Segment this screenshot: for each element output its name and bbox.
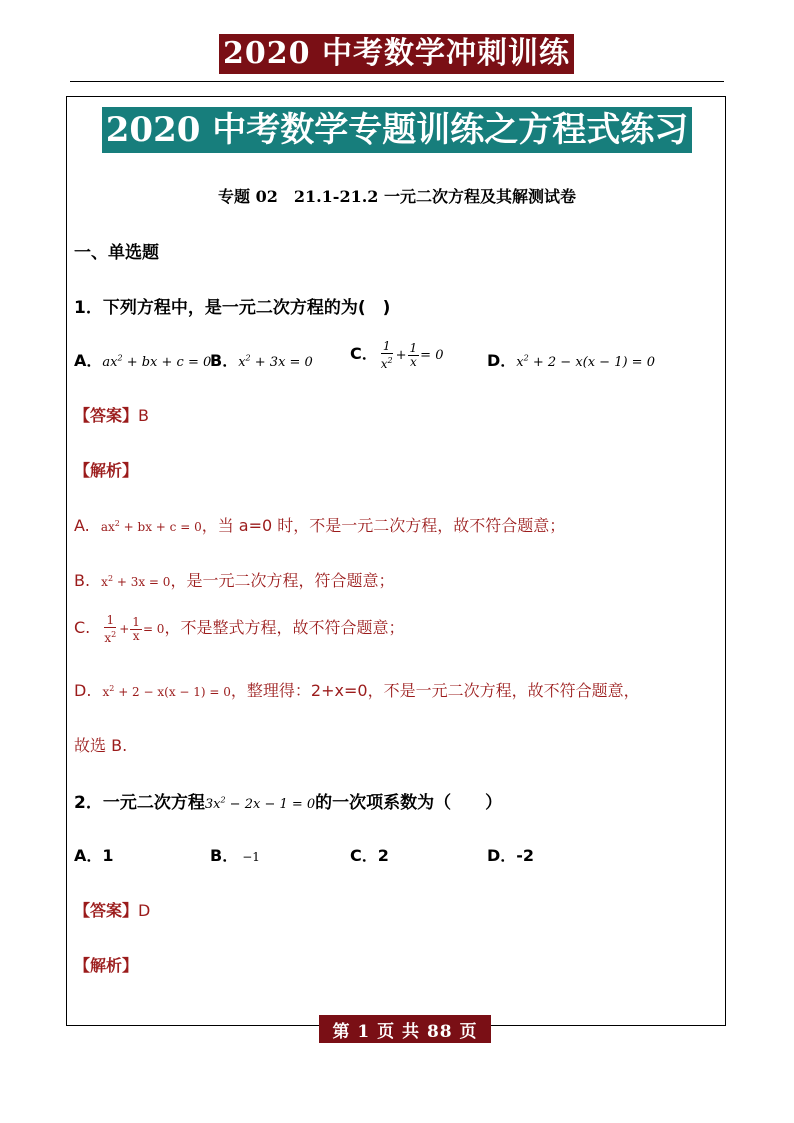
page-footer: 第 1 页 共 88 页 [319, 1015, 491, 1043]
subtitle: 专题 02 21.1-21.2 一元二次方程及其解测试卷 [218, 187, 576, 206]
q1-analysis-label: 【解析】 [74, 461, 139, 480]
content-frame [66, 96, 726, 1026]
q1-option-d-formula: $x^2 + 2 - x(x - 1) = 0$ [516, 353, 655, 370]
q2-option-a[interactable]: A．1 [74, 846, 114, 865]
q1-explain-d: D. $x^2 + 2 - x(x - 1) = 0$，整理得：2+x=0，不是一元二次方程，故不符合题意， [74, 681, 640, 700]
q1-explain-b-formula: $x^2 + 3x = 0$ [101, 574, 171, 589]
q2-stem: 2．一元二次方程$3x^2 - 2x - 1 = 0$的一次项系数为（ ） [74, 793, 503, 813]
q1-stem: 1．下列方程中，是一元二次方程的为( ) [74, 298, 391, 318]
q1-option-c[interactable]: C． $\frac{1}{x^2}$ + $\frac{1}{x}$ = 0 [350, 339, 444, 371]
q1-option-b-formula: $x^2 + 3x = 0$ [238, 353, 313, 370]
q1-explain-a-formula: $ax^2$ + bx + c = 0 [100, 519, 202, 534]
q1-explain-c-formula: $\frac{1}{x^2}$ + $\frac{1}{x}$ = 0 [104, 613, 165, 645]
q2-analysis-label: 【解析】 [74, 956, 139, 975]
header-rule [70, 81, 724, 82]
banner-title: 2020 中考数学专题训练之方程式练习 [114, 107, 680, 153]
q1-answer: 【答案】B [74, 406, 149, 425]
section-heading: 一、单选题 [74, 243, 159, 263]
q1-option-c-formula: $\frac{1}{x^2}$ + $\frac{1}{x}$ = 0 [380, 339, 444, 371]
q1-option-b[interactable]: B．$x^2 + 3x = 0$ [210, 351, 313, 370]
q1-explain-c: C. $\frac{1}{x^2}$ + $\frac{1}{x}$ = 0，不是整式方程，故不符合题意； [74, 613, 405, 645]
q2-answer: 【答案】D [74, 901, 151, 920]
q1-explain-a: A. $ax^2$ + bx + c = 0，当 a=0 时，不是一元二次方程，故不符合题意； [74, 516, 566, 535]
q1-option-d[interactable]: D．$x^2 + 2 - x(x - 1) = 0$ [487, 351, 655, 370]
q1-option-a-formula: $ax^2$ + bx + c = 0 [102, 353, 212, 370]
q2-option-d[interactable]: D．-2 [487, 846, 535, 865]
q1-explain-b: B. $x^2 + 3x = 0$，是一元二次方程，符合题意； [74, 571, 395, 590]
q1-option-a[interactable]: A．$ax^2$ + bx + c = 0 [74, 351, 212, 370]
q2-equation: $3x^2 - 2x - 1 = 0$ [204, 795, 316, 812]
q2-option-b[interactable]: B． −1 [210, 846, 260, 865]
q1-conclusion: 故选 B. [74, 736, 128, 755]
q1-explain-d-formula: $x^2 + 2 - x(x - 1) = 0$ [102, 684, 231, 699]
header-title: 2020 中考数学冲刺训练 [230, 34, 563, 74]
q2-option-c[interactable]: C．2 [350, 846, 389, 865]
